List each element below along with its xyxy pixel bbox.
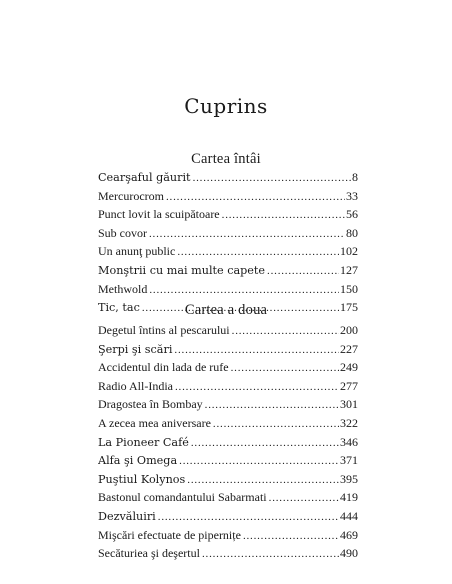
toc-dot-leader (267, 265, 339, 277)
toc-page-number: 200 (340, 323, 358, 337)
toc-page-number: 419 (340, 490, 358, 505)
toc-dot-leader (158, 511, 339, 523)
toc-entry-title: Mişcări efectuate de pipernițe (98, 527, 241, 542)
toc-dot-leader (187, 474, 339, 486)
toc-page-number: 371 (340, 453, 358, 468)
toc-page-number: 277 (340, 378, 358, 393)
toc-dot-leader (191, 437, 339, 449)
toc-entry[interactable] (98, 342, 358, 361)
toc-page-number: 56 (346, 207, 358, 222)
toc-dot-leader (202, 548, 339, 560)
toc-entry[interactable] (98, 263, 358, 282)
toc-entry[interactable] (98, 189, 358, 208)
toc-page-number: 127 (340, 262, 358, 277)
toc-dot-leader (243, 530, 339, 542)
toc-entry[interactable] (98, 379, 358, 398)
toc-page-number: 102 (340, 244, 358, 259)
toc-page-number: 8 (352, 170, 358, 184)
toc-entry-title: Tic, tac (98, 301, 140, 315)
toc-entry[interactable] (98, 453, 358, 472)
toc-dot-leader (269, 492, 339, 504)
toc-dot-leader (193, 172, 351, 184)
toc-dot-leader (179, 455, 339, 467)
toc-entry-title: Accidentul din lada de rufe (98, 360, 229, 375)
toc-entry-title: Puştiul Kolynos (98, 472, 186, 486)
toc-entry-title: Mercurocrom (98, 188, 164, 203)
toc-page-number: 175 (340, 300, 358, 315)
section-title-book-two: Cartea a doua (184, 302, 268, 318)
toc-entry[interactable] (98, 490, 358, 509)
toc-entry-title: Alfa şi Omega (98, 454, 178, 468)
toc-dot-leader (232, 325, 339, 337)
toc-entry[interactable] (98, 244, 358, 263)
toc-entry-title: Secăturiea şi deşertul (98, 546, 200, 561)
toc-dot-leader (174, 344, 339, 356)
toc-entry[interactable] (98, 472, 358, 491)
toc-entry[interactable] (98, 360, 358, 379)
toc-entry-title: La Pioneer Café (98, 435, 189, 449)
toc-dot-leader (149, 284, 339, 296)
toc-entry[interactable] (98, 207, 358, 226)
toc-page-number: 444 (340, 508, 358, 523)
toc-entry[interactable] (98, 170, 358, 189)
toc-entry[interactable] (98, 282, 358, 301)
toc-page-number: 33 (346, 188, 358, 203)
toc-entry-title: Sub covor (98, 225, 147, 240)
toc-entry-title: Radio All-India (98, 378, 173, 393)
toc-entry-title: Punct lovit la scuipătoare (98, 207, 220, 222)
toc-list-book-one (98, 170, 358, 319)
toc-page-number: 80 (346, 225, 358, 240)
toc-dot-leader (222, 209, 345, 221)
toc-entry-title: A zecea mea aniversare (98, 415, 211, 430)
toc-entry-title: Degetul întins al pescarului (98, 323, 230, 337)
toc-entry[interactable] (98, 323, 358, 342)
toc-dot-leader (166, 191, 345, 203)
toc-page-number: 249 (340, 360, 358, 375)
toc-page-number: 346 (340, 434, 358, 449)
toc-entry-title: Un anunţ public (98, 244, 176, 259)
section-title-book-one: Cartea întâi (191, 151, 261, 167)
toc-page-number: 227 (340, 341, 358, 356)
toc-list-book-two (98, 323, 358, 565)
toc-entry-title: Cearşaful găurit (98, 171, 191, 184)
toc-page-number: 322 (340, 415, 358, 430)
toc-entry-title: Dezvăluiri (98, 509, 156, 523)
toc-entry[interactable] (98, 435, 358, 454)
toc-page-number: 469 (340, 527, 358, 542)
toc-entry-title: Bastonul comandantului Sabarmati (98, 490, 267, 505)
toc-dot-leader (231, 362, 339, 374)
toc-entry-title: Monştrii cu mai multe capete (98, 263, 266, 277)
toc-entry-title: Methwold (98, 281, 148, 296)
toc-entry[interactable] (98, 546, 358, 565)
toc-dot-leader (213, 418, 339, 430)
toc-entry-title: Dragostea în Bombay (98, 397, 203, 412)
toc-page-number: 395 (340, 471, 358, 486)
toc-page-number: 150 (340, 281, 358, 296)
toc-entry[interactable] (98, 509, 358, 528)
toc-dot-leader (177, 246, 339, 258)
toc-entry[interactable] (98, 397, 358, 416)
toc-entry[interactable] (98, 226, 358, 245)
toc-entry[interactable] (98, 416, 358, 435)
toc-dot-leader (149, 228, 345, 240)
toc-page-number: 301 (340, 397, 358, 412)
toc-entry[interactable] (98, 528, 358, 547)
toc-dot-leader (205, 399, 339, 411)
toc-dot-leader (175, 381, 339, 393)
toc-entry-title: Şerpi şi scări (98, 342, 173, 356)
page-title: Cuprins (184, 94, 268, 118)
toc-page-number: 490 (340, 546, 358, 561)
